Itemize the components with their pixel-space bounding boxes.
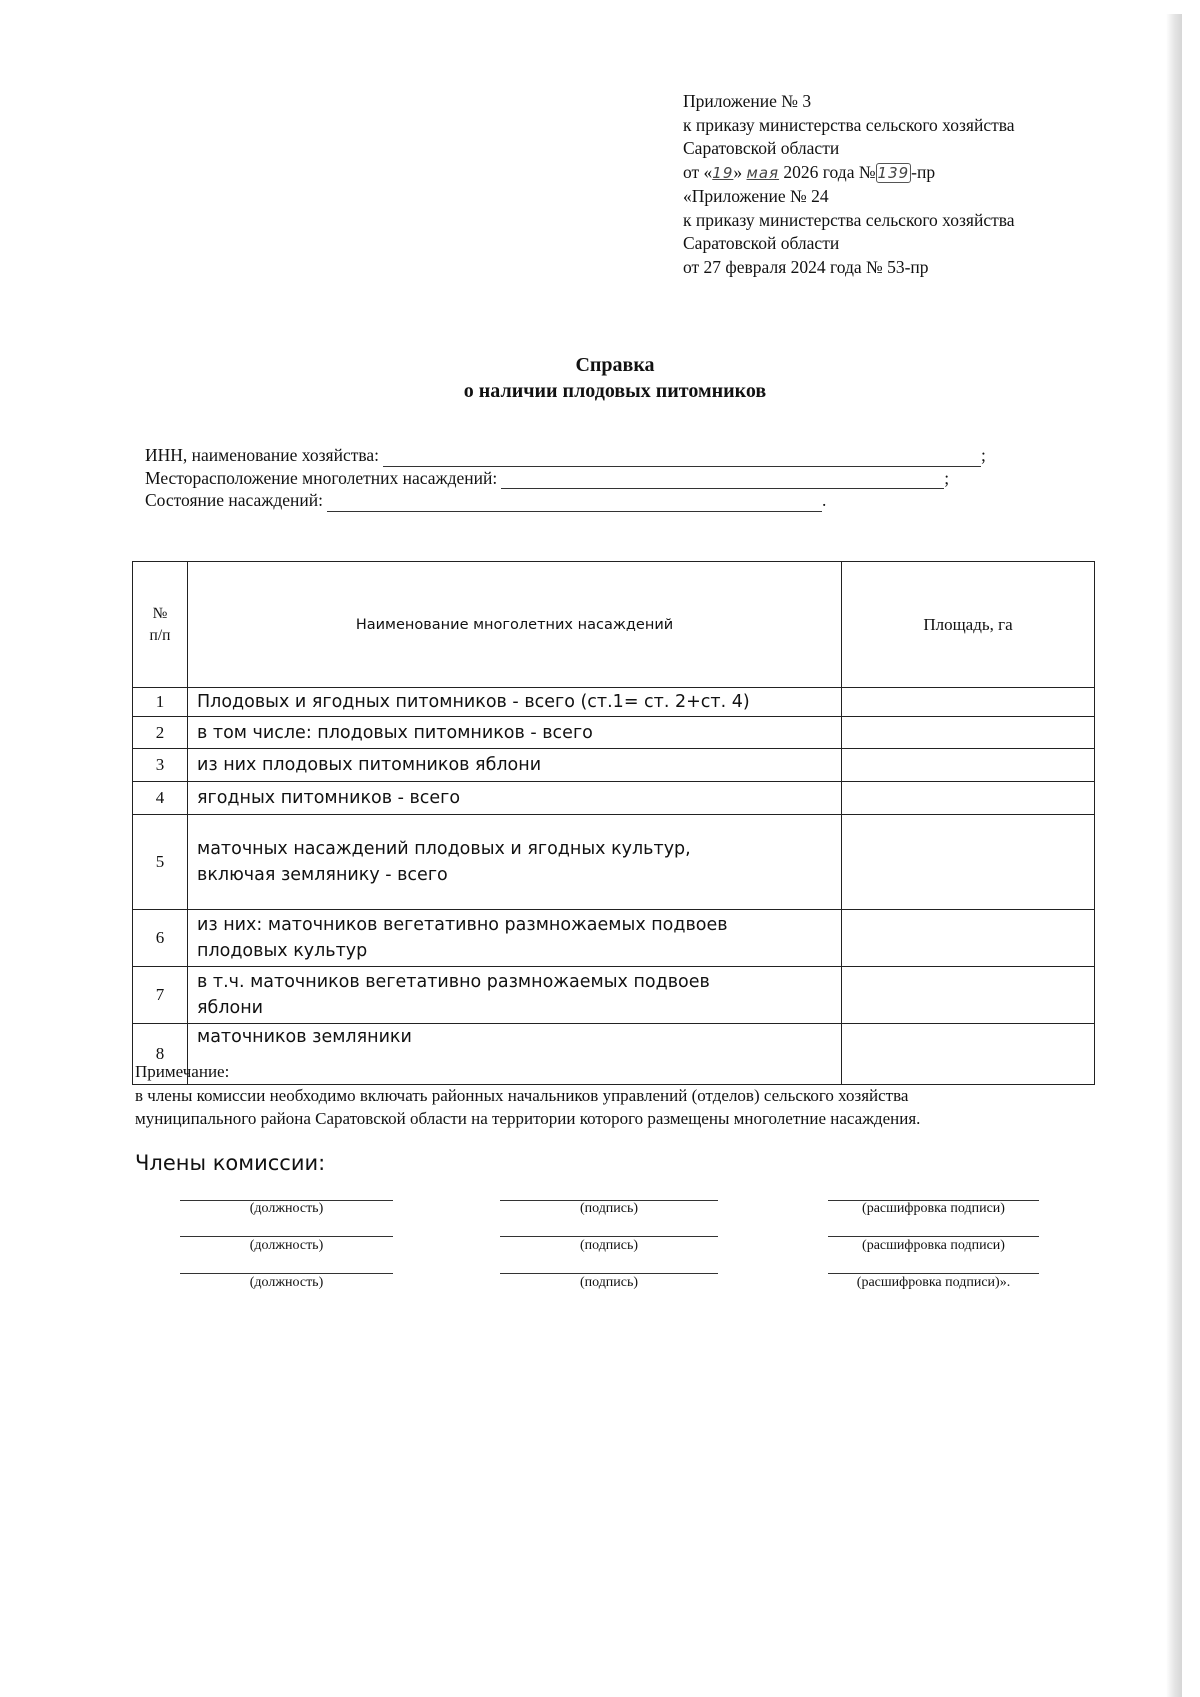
row-area-cell[interactable]	[842, 910, 1095, 967]
date-year: 2026 года №	[779, 161, 876, 182]
members-heading: Члены комиссии:	[135, 1151, 326, 1175]
state-blank-line[interactable]	[327, 494, 822, 512]
scan-edge	[1166, 14, 1182, 1697]
row-number: 5	[133, 815, 188, 910]
row-name: ягодных питомников - всего	[188, 782, 842, 815]
table-row	[133, 967, 1095, 1024]
row-name: в т.ч. маточников вегетативно размножаемых подвоев яблони	[188, 967, 842, 1024]
table-row	[133, 782, 1095, 815]
row-name: Плодовых и ягодных питомников - всего (ст.1= ст. 2+ст. 4)	[188, 688, 842, 717]
appendix-line: к приказу министерства сельского хозяйства	[683, 209, 1015, 230]
handwritten-order-number: 139	[877, 163, 910, 182]
decoding-line[interactable]	[828, 1273, 1039, 1274]
inn-end: ;	[981, 445, 986, 465]
appendix-line: от 27 февраля 2024 года № 53-пр	[683, 256, 929, 277]
note-line: муниципального района Саратовской области на территории которого размещены многолетние насаждения.	[135, 1109, 921, 1128]
signature-line[interactable]	[500, 1236, 718, 1237]
position-line[interactable]	[180, 1236, 393, 1237]
row-area-cell[interactable]	[842, 749, 1095, 782]
table-header-row	[133, 562, 1095, 688]
row-number: 4	[133, 782, 188, 815]
location-label: Месторасположение многолетних насаждений:	[145, 467, 498, 488]
location-blank-line[interactable]	[501, 471, 944, 489]
position-caption: (должность)	[249, 1238, 324, 1253]
appendix-line: «Приложение № 24	[683, 186, 829, 206]
title-line-2: о наличии плодовых питомников	[463, 380, 767, 402]
date-prefix: от «	[683, 161, 713, 182]
position-caption: (должность)	[249, 1201, 324, 1216]
header-name: Наименование многолетних насаждений	[188, 562, 842, 688]
row-area-cell[interactable]	[842, 967, 1095, 1024]
row-number: 8	[133, 1024, 188, 1085]
position-caption: (должность)	[249, 1275, 324, 1290]
inn-label: ИНН, наименование хозяйства:	[145, 445, 380, 465]
table-row	[133, 815, 1095, 910]
row-name: в том числе: плодовых питомников - всего	[188, 717, 842, 749]
inn-blank-line[interactable]	[383, 449, 981, 467]
appendix-block	[683, 90, 1015, 279]
row-area-cell[interactable]	[842, 782, 1095, 815]
date-suffix: -пр	[911, 161, 936, 182]
table-row	[133, 688, 1095, 717]
location-field	[145, 467, 986, 490]
note-block	[135, 1060, 920, 1131]
decoding-caption: (расшифровка подписи)».	[856, 1275, 1011, 1290]
appendix-line: Саратовской области	[683, 233, 840, 253]
row-number: 7	[133, 967, 188, 1024]
handwritten-month: мая	[746, 163, 780, 182]
date-mid: »	[733, 161, 747, 182]
appendix-line: Приложение № 3	[683, 91, 812, 111]
signature-line[interactable]	[500, 1273, 718, 1274]
inn-field	[145, 444, 986, 467]
location-end: ;	[944, 467, 950, 488]
title-line-1: Справка	[575, 354, 655, 376]
decoding-caption: (расшифровка подписи)	[862, 1238, 1005, 1253]
table-row	[133, 910, 1095, 967]
row-area-cell[interactable]	[842, 815, 1095, 910]
table-row	[133, 717, 1095, 749]
header-number: № п/п	[133, 562, 188, 688]
row-name: из них плодовых питомников яблони	[188, 749, 842, 782]
appendix-date-line	[683, 161, 1015, 186]
state-end: .	[821, 490, 827, 510]
table-row	[133, 749, 1095, 782]
signature-caption: (подпись)	[579, 1201, 639, 1216]
row-number: 3	[133, 749, 188, 782]
appendix-line: Саратовской области	[683, 138, 840, 158]
row-number: 1	[133, 688, 188, 717]
note-label: Примечание:	[135, 1062, 230, 1081]
row-area-cell[interactable]	[842, 688, 1095, 717]
form-fields	[145, 444, 986, 512]
row-name: маточных насаждений плодовых и ягодных культур, включая землянику - всего	[188, 815, 842, 910]
signature-caption: (подпись)	[579, 1238, 639, 1253]
note-line: в члены комиссии необходимо включать районных начальников управлений (отделов) сельского хозяйства	[135, 1085, 909, 1105]
plantings-table	[132, 561, 1095, 1085]
row-number: 2	[133, 717, 188, 749]
state-field	[145, 489, 986, 512]
row-name: из них: маточников вегетативно размножаемых подвоев плодовых культур	[188, 910, 842, 967]
appendix-line: к приказу министерства сельского хозяйства	[683, 114, 1015, 135]
signature-caption: (подпись)	[579, 1275, 639, 1290]
row-name: маточников земляники	[188, 1024, 842, 1085]
position-line[interactable]	[180, 1273, 393, 1274]
row-number: 6	[133, 910, 188, 967]
header-area: Площадь, га	[842, 562, 1095, 688]
state-label: Состояние насаждений:	[145, 490, 323, 510]
decoding-caption: (расшифровка подписи)	[862, 1201, 1005, 1216]
handwritten-day: 19	[712, 163, 734, 182]
row-area-cell[interactable]	[842, 717, 1095, 749]
decoding-line[interactable]	[828, 1236, 1039, 1237]
document-title	[0, 352, 1200, 404]
